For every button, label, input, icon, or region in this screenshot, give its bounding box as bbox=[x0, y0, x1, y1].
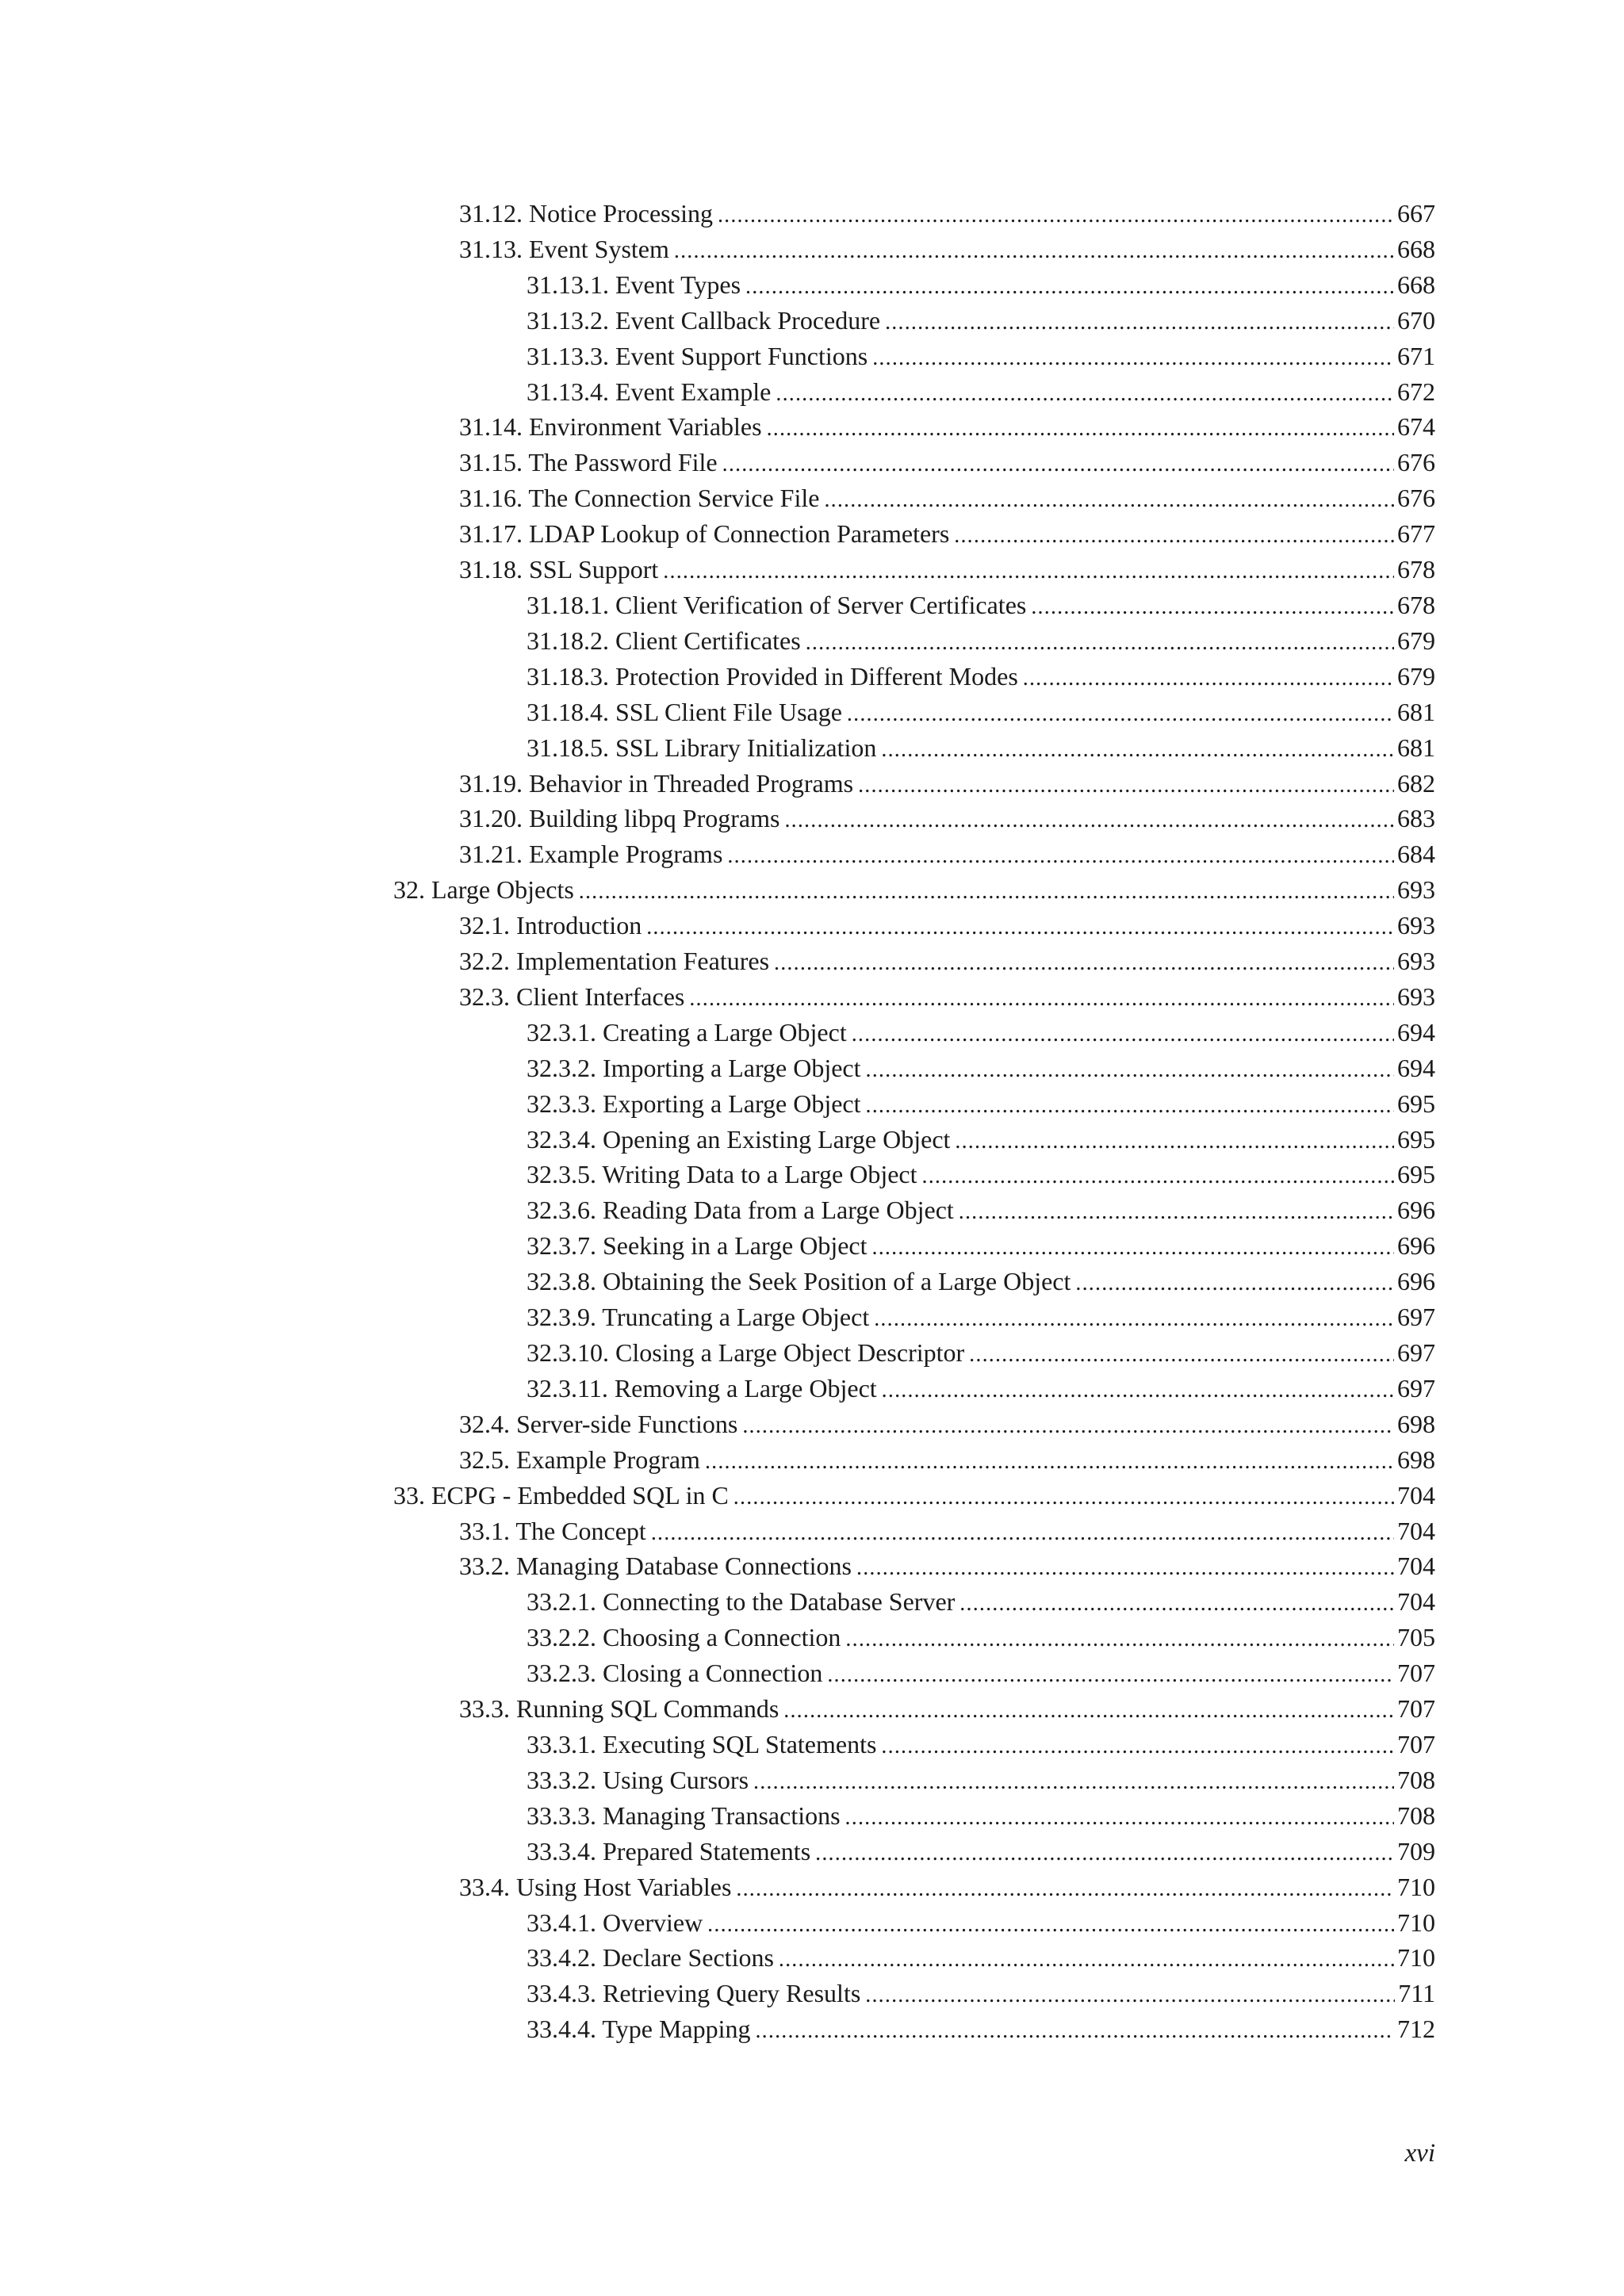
toc-entry[interactable] bbox=[393, 1976, 1435, 2011]
toc-entry-label: 31.18.4. SSL Client File Usage bbox=[527, 697, 842, 726]
toc-entry-page-number: 682 bbox=[1397, 768, 1435, 798]
toc-entry[interactable] bbox=[393, 196, 1435, 232]
dot-leader bbox=[722, 447, 1394, 483]
toc-entry-label: 33.2.3. Closing a Connection bbox=[527, 1659, 823, 1688]
toc-entry[interactable] bbox=[393, 267, 1435, 303]
dot-leader bbox=[852, 1017, 1394, 1053]
toc-entry-page-number: 693 bbox=[1397, 982, 1435, 1011]
toc-entry-label: 33.1. The Concept bbox=[459, 1516, 646, 1545]
toc-entry-label: 33.4.3. Retrieving Query Results bbox=[527, 1979, 861, 2008]
toc-entry[interactable] bbox=[393, 445, 1435, 480]
toc-entry[interactable] bbox=[393, 1406, 1435, 1442]
dot-leader bbox=[856, 1551, 1394, 1586]
dot-leader bbox=[755, 2014, 1394, 2049]
toc-entry[interactable] bbox=[393, 1940, 1435, 1976]
dot-leader bbox=[872, 341, 1394, 377]
toc-entry[interactable] bbox=[393, 659, 1435, 695]
dot-leader bbox=[579, 874, 1394, 910]
toc-entry-page-number: 704 bbox=[1397, 1587, 1435, 1617]
toc-entry-label: 32. Large Objects bbox=[393, 875, 574, 905]
toc-entry[interactable] bbox=[393, 516, 1435, 552]
dot-leader bbox=[881, 1729, 1394, 1765]
toc-entry-page-number: 684 bbox=[1397, 840, 1435, 869]
dot-leader bbox=[922, 1159, 1395, 1195]
toc-entry-page-number: 681 bbox=[1397, 697, 1435, 726]
toc-entry[interactable] bbox=[393, 1478, 1435, 1513]
toc-entry-page-number: 679 bbox=[1397, 626, 1435, 655]
toc-entry[interactable] bbox=[393, 232, 1435, 267]
toc-entry-label: 31.18.5. SSL Library Initialization bbox=[527, 733, 877, 762]
dot-leader bbox=[872, 1230, 1394, 1266]
toc-entry-label: 32.3.1. Creating a Large Object bbox=[527, 1017, 847, 1047]
toc-entry-label: 32.4. Server-side Functions bbox=[459, 1409, 738, 1438]
toc-entry[interactable] bbox=[393, 943, 1435, 979]
toc-entry-page-number: 695 bbox=[1397, 1160, 1435, 1189]
toc-entry-label: 33.3. Running SQL Commands bbox=[459, 1694, 779, 1724]
toc-entry-page-number: 670 bbox=[1397, 305, 1435, 335]
toc-entry[interactable] bbox=[393, 1050, 1435, 1086]
toc-entry-page-number: 697 bbox=[1397, 1303, 1435, 1332]
toc-entry-page-number: 676 bbox=[1397, 484, 1435, 513]
toc-entry[interactable] bbox=[393, 801, 1435, 836]
toc-entry-page-number: 683 bbox=[1397, 804, 1435, 833]
toc-entry-page-number: 705 bbox=[1397, 1623, 1435, 1652]
toc-entry-page-number: 676 bbox=[1397, 448, 1435, 477]
dot-leader bbox=[845, 1800, 1394, 1836]
dot-leader bbox=[885, 305, 1394, 341]
toc-entry[interactable] bbox=[393, 1513, 1435, 1549]
toc-entry-page-number: 697 bbox=[1397, 1373, 1435, 1402]
toc-entry-page-number: 695 bbox=[1397, 1089, 1435, 1118]
dot-leader bbox=[865, 1978, 1395, 2014]
toc-entry-label: 31.13.3. Event Support Functions bbox=[527, 341, 868, 370]
toc-entry-label: 31.18.3. Protection Provided in Different Modes bbox=[527, 661, 1018, 691]
toc-entry[interactable] bbox=[393, 1905, 1435, 1941]
toc-entry-page-number: 693 bbox=[1397, 947, 1435, 976]
toc-entry[interactable] bbox=[393, 908, 1435, 943]
toc-entry[interactable] bbox=[393, 480, 1435, 516]
dot-leader bbox=[745, 270, 1394, 305]
toc-entry-label: 32.3.7. Seeking in a Large Object bbox=[527, 1231, 868, 1261]
toc-entry[interactable] bbox=[393, 303, 1435, 339]
dot-leader bbox=[845, 1622, 1394, 1658]
toc-entry-page-number: 696 bbox=[1397, 1267, 1435, 1296]
toc-entry[interactable] bbox=[393, 1798, 1435, 1834]
toc-entry-label: 33.4.1. Overview bbox=[527, 1908, 703, 1937]
dot-leader bbox=[1075, 1266, 1394, 1302]
toc-entry[interactable] bbox=[393, 1834, 1435, 1869]
dot-leader bbox=[1023, 661, 1394, 697]
toc-entry-page-number: 678 bbox=[1397, 555, 1435, 584]
page-number: xvi bbox=[1404, 2139, 1435, 2168]
toc-entry-page-number: 696 bbox=[1397, 1231, 1435, 1261]
toc-entry-label: 33. ECPG - Embedded SQL in C bbox=[393, 1480, 729, 1510]
toc-entry-label: 31.12. Notice Processing bbox=[459, 199, 713, 228]
dot-leader bbox=[663, 554, 1394, 590]
toc-entry-page-number: 668 bbox=[1397, 234, 1435, 263]
toc-entry-label: 31.14. Environment Variables bbox=[459, 412, 762, 442]
dot-leader bbox=[767, 411, 1394, 447]
toc-entry-label: 31.13. Event System bbox=[459, 234, 669, 263]
dot-leader bbox=[779, 1942, 1394, 1978]
toc-entry[interactable] bbox=[393, 1335, 1435, 1371]
dot-leader bbox=[959, 1195, 1394, 1230]
dot-leader bbox=[774, 946, 1394, 982]
toc-entry-label: 32.3.6. Reading Data from a Large Object bbox=[527, 1196, 954, 1225]
toc-entry-label: 32.3.11. Removing a Large Object bbox=[527, 1373, 877, 1402]
toc-entry-label: 33.4.4. Type Mapping bbox=[527, 2015, 751, 2044]
toc-entry[interactable] bbox=[393, 1548, 1435, 1584]
toc-entry-label: 33.2. Managing Database Connections bbox=[459, 1552, 852, 1581]
toc-entry[interactable] bbox=[393, 1192, 1435, 1228]
toc-entry-label: 31.17. LDAP Lookup of Connection Parameters bbox=[459, 519, 950, 549]
toc-entry-page-number: 710 bbox=[1397, 1872, 1435, 1901]
dot-leader bbox=[815, 1836, 1394, 1872]
dot-leader bbox=[733, 1480, 1394, 1516]
toc-entry-label: 31.19. Behavior in Threaded Programs bbox=[459, 768, 854, 798]
toc-entry[interactable] bbox=[393, 836, 1435, 872]
toc-entry[interactable] bbox=[393, 587, 1435, 623]
toc-entry-label: 31.18. SSL Support bbox=[459, 555, 659, 584]
toc-entry-page-number: 712 bbox=[1397, 2015, 1435, 2044]
toc-entry-label: 31.15. The Password File bbox=[459, 448, 718, 477]
toc-entry-label: 33.2.2. Choosing a Connection bbox=[527, 1623, 841, 1652]
toc-entry[interactable] bbox=[393, 979, 1435, 1015]
dot-leader bbox=[1031, 590, 1394, 626]
toc-entry-page-number: 693 bbox=[1397, 875, 1435, 905]
dot-leader bbox=[866, 1089, 1394, 1124]
dot-leader bbox=[847, 697, 1394, 733]
toc-entry[interactable] bbox=[393, 1584, 1435, 1620]
dot-leader bbox=[718, 198, 1394, 234]
toc-entry-label: 32.3.2. Importing a Large Object bbox=[527, 1053, 861, 1082]
dot-leader bbox=[954, 519, 1394, 554]
toc-entry-label: 32.3.10. Closing a Large Object Descriptor bbox=[527, 1338, 965, 1367]
dot-leader bbox=[727, 839, 1394, 874]
toc-entry-page-number: 694 bbox=[1397, 1053, 1435, 1082]
toc-entry-page-number: 672 bbox=[1397, 377, 1435, 406]
toc-entry-page-number: 695 bbox=[1397, 1124, 1435, 1154]
toc-entry[interactable] bbox=[393, 1086, 1435, 1122]
toc-entry-label: 31.13.1. Event Types bbox=[527, 270, 741, 299]
toc-entry-page-number: 711 bbox=[1398, 1979, 1435, 2008]
toc-entry-label: 32.3.3. Exporting a Large Object bbox=[527, 1089, 861, 1118]
toc-entry[interactable] bbox=[393, 1015, 1435, 1050]
toc-entry-label: 32.1. Introduction bbox=[459, 911, 642, 940]
toc-entry[interactable] bbox=[393, 1228, 1435, 1264]
toc-entry-label: 33.3.1. Executing SQL Statements bbox=[527, 1729, 877, 1758]
toc-entry-label: 31.21. Example Programs bbox=[459, 840, 723, 869]
toc-entry-label: 33.4.2. Declare Sections bbox=[527, 1943, 774, 1973]
dot-leader bbox=[705, 1445, 1394, 1480]
toc-entry[interactable] bbox=[393, 1620, 1435, 1655]
toc-entry[interactable] bbox=[393, 374, 1435, 410]
toc-entry-page-number: 704 bbox=[1397, 1480, 1435, 1510]
toc-entry[interactable] bbox=[393, 1442, 1435, 1478]
toc-entry-label: 33.2.1. Connecting to the Database Server bbox=[527, 1587, 956, 1617]
toc-entry[interactable] bbox=[393, 1691, 1435, 1727]
dot-leader bbox=[674, 234, 1394, 270]
dot-leader bbox=[646, 910, 1394, 946]
dot-leader bbox=[824, 483, 1394, 519]
dot-leader bbox=[784, 803, 1394, 839]
dot-leader bbox=[753, 1765, 1394, 1800]
dot-leader bbox=[882, 1373, 1394, 1409]
toc-entry-label: 31.20. Building libpq Programs bbox=[459, 804, 780, 833]
toc-entry[interactable] bbox=[393, 730, 1435, 766]
toc-entry-label: 32.2. Implementation Features bbox=[459, 947, 770, 976]
toc-entry[interactable] bbox=[393, 872, 1435, 908]
toc-entry-page-number: 710 bbox=[1397, 1943, 1435, 1973]
toc-entry-page-number: 710 bbox=[1397, 1908, 1435, 1937]
dot-leader bbox=[881, 733, 1394, 768]
toc-entry-label: 33.3.3. Managing Transactions bbox=[527, 1800, 841, 1830]
toc-entry-label: 31.18.1. Client Verification of Server Certificates bbox=[527, 590, 1027, 619]
dot-leader bbox=[742, 1409, 1394, 1445]
toc-entry-page-number: 708 bbox=[1397, 1765, 1435, 1794]
toc-entry-page-number: 704 bbox=[1397, 1516, 1435, 1545]
toc-entry-page-number: 696 bbox=[1397, 1196, 1435, 1225]
dot-leader bbox=[866, 1053, 1394, 1089]
toc-entry-label: 33.3.4. Prepared Statements bbox=[527, 1836, 811, 1866]
toc-entry[interactable] bbox=[393, 1299, 1435, 1335]
toc-entry-page-number: 698 bbox=[1397, 1409, 1435, 1438]
toc-entry-label: 32.5. Example Program bbox=[459, 1445, 700, 1474]
toc-entry-page-number: 707 bbox=[1397, 1659, 1435, 1688]
toc-entry-page-number: 698 bbox=[1397, 1445, 1435, 1474]
toc-entry[interactable] bbox=[393, 623, 1435, 659]
toc-entry-page-number: 709 bbox=[1397, 1836, 1435, 1866]
toc-entry-label: 33.3.2. Using Cursors bbox=[527, 1765, 749, 1794]
toc-entry-page-number: 704 bbox=[1397, 1552, 1435, 1581]
toc-entry[interactable] bbox=[393, 766, 1435, 802]
dot-leader bbox=[827, 1658, 1394, 1693]
dot-leader bbox=[959, 1586, 1394, 1622]
table-of-contents bbox=[393, 196, 1435, 2047]
toc-entry-page-number: 671 bbox=[1397, 341, 1435, 370]
toc-entry[interactable] bbox=[393, 1655, 1435, 1691]
toc-entry-page-number: 681 bbox=[1397, 733, 1435, 762]
toc-entry-page-number: 697 bbox=[1397, 1338, 1435, 1367]
toc-entry-page-number: 674 bbox=[1397, 412, 1435, 442]
toc-entry-page-number: 678 bbox=[1397, 590, 1435, 619]
toc-entry-label: 31.13.2. Event Callback Procedure bbox=[527, 305, 881, 335]
toc-entry[interactable] bbox=[393, 1122, 1435, 1158]
dot-leader bbox=[858, 768, 1394, 804]
dot-leader bbox=[651, 1516, 1394, 1552]
toc-entry-label: 32.3.8. Obtaining the Seek Position of a Large Object bbox=[527, 1267, 1071, 1296]
toc-entry-page-number: 707 bbox=[1397, 1729, 1435, 1758]
dot-leader bbox=[806, 626, 1394, 661]
toc-entry-label: 32.3.9. Truncating a Large Object bbox=[527, 1303, 870, 1332]
toc-entry[interactable] bbox=[393, 1727, 1435, 1762]
toc-entry-label: 31.13.4. Event Example bbox=[527, 377, 772, 406]
dot-leader bbox=[874, 1302, 1394, 1337]
toc-entry-label: 32.3.5. Writing Data to a Large Object bbox=[527, 1160, 917, 1189]
toc-entry-page-number: 677 bbox=[1397, 519, 1435, 549]
toc-entry[interactable] bbox=[393, 1264, 1435, 1299]
toc-entry-page-number: 694 bbox=[1397, 1017, 1435, 1047]
toc-entry-page-number: 668 bbox=[1397, 270, 1435, 299]
dot-leader bbox=[707, 1908, 1394, 1943]
toc-entry-page-number: 707 bbox=[1397, 1694, 1435, 1724]
dot-leader bbox=[736, 1872, 1394, 1908]
toc-entry[interactable] bbox=[393, 1371, 1435, 1406]
dot-leader bbox=[783, 1693, 1394, 1729]
dot-leader bbox=[689, 982, 1394, 1017]
dot-leader bbox=[969, 1337, 1394, 1373]
toc-entry-label: 33.4. Using Host Variables bbox=[459, 1872, 732, 1901]
toc-entry-page-number: 679 bbox=[1397, 661, 1435, 691]
toc-entry[interactable] bbox=[393, 1869, 1435, 1905]
toc-entry-page-number: 708 bbox=[1397, 1800, 1435, 1830]
toc-entry[interactable] bbox=[393, 1762, 1435, 1798]
toc-entry[interactable] bbox=[393, 695, 1435, 730]
toc-entry[interactable] bbox=[393, 1157, 1435, 1192]
toc-entry[interactable] bbox=[393, 552, 1435, 587]
toc-entry-page-number: 667 bbox=[1397, 199, 1435, 228]
toc-entry-label: 31.18.2. Client Certificates bbox=[527, 626, 801, 655]
toc-entry-page-number: 693 bbox=[1397, 911, 1435, 940]
toc-entry[interactable] bbox=[393, 409, 1435, 445]
toc-entry-label: 32.3. Client Interfaces bbox=[459, 982, 685, 1011]
toc-entry[interactable] bbox=[393, 2011, 1435, 2047]
toc-entry-label: 31.16. The Connection Service File bbox=[459, 484, 820, 513]
toc-entry-label: 32.3.4. Opening an Existing Large Object bbox=[527, 1124, 951, 1154]
toc-entry[interactable] bbox=[393, 339, 1435, 374]
dot-leader bbox=[776, 377, 1394, 412]
dot-leader bbox=[955, 1124, 1394, 1160]
